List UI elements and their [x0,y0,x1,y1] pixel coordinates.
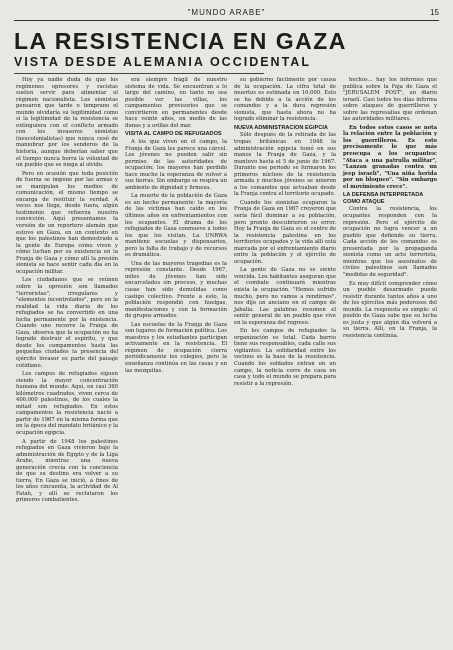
paragraph: Pero en ocasión que toda posición de fuerza se impone por las armas y se manipulan los medios de comunicación, el mismo tiempo se encarga de restituir la verdad. A veces nos llega, desde fuera, algún testimonio que refuerza nuestra convicción. Aquí presentamos la versión de un reportero alemán que estuvo en Gaza, en un contexto en que los palestinos han demostrado a la gente de Europa cómo viven y cómo luchan por su existencia en la Franja de Gaza y cómo allí la presión sionista se hace sentir cada día en la ocupación militar. [16,170,118,275]
column-3 [232,77,338,637]
paragraph: En los campos de refugiados la organización es total. Cada barrio tiene sus responsables, cada calle sus vigilantes. La solidaridad entre los vecinos es la base de la resistencia. Cuando los soldados entran en un campo, la noticia corre de casa en casa y todo el mundo se prepara para resistir a la represión. [234,328,336,387]
paragraph: hechos... hay los informes que publica sobre la Faja de Gaza el "JERUSALEM POST", un diario israelí. Casi todos los días informa sobre ataques de guerrilleros y sobre las represalias que ordenan las autoridades militares. [343,77,437,123]
column-1 [14,77,120,637]
running-head [14,8,439,21]
article-headline: LA RESISTENCIA EN GAZA [14,28,347,54]
paragraph: En todos estos casos se nota la relación entre la población y los guerrilleros. Es esto precisamente lo que más preocupa a los ocupantes: "Ataca a una patrulla militar", "Lanzan granadas contra un jeep israelí", "Una niña herida por un bloqueo". "Sin embargo el movimiento crece". [343,124,437,190]
paragraph: su gobierno fácilmente por causa de la ocupación. La cifra total de muertos es estimada en 10.000. Esto se ha debido a la acción de los comandos y a la dura represión sionista, que hasta ahora no ha logrado eliminar la resistencia. [234,77,336,123]
page-number: 15 [430,8,439,17]
paragraph: A los que viven en el campo, la Franja de Gaza les parece una cárcel. Los jóvenes no pueden salir sin permiso de las autoridades de ocupación; los mayores han perdido hace mucho la esperanza de volver a sus tierras. Sin embargo se respira un ambiente de dignidad y firmeza. [125,138,228,191]
subhead-rule [14,73,264,74]
paragraph: Los ciudadanos que se reúnen sobre la opresión son llamados "terroristas", irregulares y "elementos incontrolados", pero en la realidad la vida diaria de los refugiados se ha convertido en una lucha permanente por la existencia. Cuando uno recorre la Franja de Gaza, observa que la ocupación no ha logrado destruir el espíritu, y que desde los campamentos hasta las pequeñas ciudades la presencia del ejército invasor es parte del paisaje cotidiano. [16,277,118,369]
paragraph: Las escuelas de la Franja de Gaza son lugares de formación política. Los maestros y los estudiantes participan activamente en la resistencia. El régimen de ocupación cierra periódicamente los colegios, pero la enseñanza continúa en las casas y en las mezquitas. [125,321,227,374]
paragraph: Hoy ya nadie duda de que los regímenes opresores y racistas suelen servir para alimentar el régimen nacionalista. Los sionistas pensaron que tarde o temprano el mundo olvidaría su legitimidad como si la legitimidad de la resistencia se extinguiera con el conflicto armado con los invasores sionistas (neocolonialistas) que nunca cesó de maniobrar por los senderos de la historia, aunque deberían saber que el tiempo nunca borra la voluntad de un pueblo que se niega al olvido. [16,77,118,169]
section-heading: NUEVA ADMINISTRACION EGIPCIA [234,124,328,131]
article-subhead: VISTA DESDE ALEMANIA OCCIDENTAL [14,55,311,69]
section-heading: LA DEFENSA INTERPRETADA COMO ATAQUE [343,192,424,205]
column-2 [123,77,229,637]
paragraph: Sólo después de la retirada de las tropas británicas en 1948 la administración egipcia tomó en sus manos la Franja de Gaza, y la mantuvo hasta el 5 de junio de 1967. Durante ese periodo se formaron los primeros núcleos de la resistencia armada y muchos jóvenes se unieron a los comandos que actuaban desde la Franja contra el territorio ocupado. [234,132,336,198]
section-heading: VISITA AL CAMPO DE REFUGIADOS [125,131,222,138]
paragraph: Los campos de refugiados siguen siendo la mayor concentración humana del mundo. Aquí, en casi 360 kilómetros cuadrados, viven cerca de 400.000 palestinos, de los cuales la mitad son refugiados. En estos campamentos la resistencia nació a partir de 1967 en la misma forma que en la época del mandato británico y la ocupación egipcia. [16,371,118,436]
running-title: "MUNDO ARABE" [187,8,266,17]
paragraph: Contra la resistencia, los ocupantes responden con la represión. Pero el ejército de ocupación no logra vencer a un pueblo que defiende su tierra. Cada acción de los comandos es presentada por la propaganda sionista como un acto terrorista, mientras que los asesinatos de civiles palestinos son llamados "medidas de seguridad". [343,206,437,278]
paragraph: era siempre frágil de nuestro sistema de vida. Se encuentran a lo largo del camino, en tanto no sea posible ver las villas, los campamentos provisorios que se convirtieron en permanentes desde hace veinte años, en medio de las dunas y a orillas del mar. [125,77,227,129]
paragraph: La gente de Gaza no se siente vencida. Los habitantes aseguran que el combate continuará mientras exista la ocupación. "Hemos sufrido mucho, pero no vamos a rendirnos", nos dijo un anciano en el campo de Jabalia. Las palabras resumen el sentir general de un pueblo que vive en la esperanza del regreso. [234,267,336,326]
paragraph: Cuando los sionistas ocuparon la Franja de Gaza en 1967 creyeron que sería fácil dominar a su población, pero pronto descubrieron su error. Hoy la Franja de Gaza es el centro de la resistencia palestina en los territorios ocupados y la vida allí está marcada por el enfrentamiento diario entre la población y el ejército de ocupación. [234,199,336,265]
article-body [14,77,439,637]
paragraph: Es muy difícil comprender cómo un pueblo desarmado puede resistir durante tantos años a uno de los ejércitos más poderosos del mundo. La respuesta es simple: el pueblo de Gaza sabe que su lucha es justa y que algún día volverá a su tierra. Allí, en la Franja, la resistencia continúa. [343,280,437,339]
paragraph: A partir de 1948 los palestinos refugiados en Gaza vivieron bajo la administración de Egipto y de la Liga Árabe, mientras una nueva generación crecía con la conciencia de que su destino era volver a su tierra. En Gaza se inició, a fines de los años cincuenta, la actividad de Al Fatah, y allí se reclutaron los primeros combatientes. [16,438,118,504]
paragraph: La muerte de la población de Gaza es un hecho permanente: la mayoría de las víctimas han caído en los últimos años en enfrentamientos con los ocupantes. El drama de los refugiados de Gaza conmueve a todos los que los visitan. La UNRWA mantiene escuelas y dispensarios, pero la falta de trabajo y de recursos es dramática. [125,193,227,259]
column-4 [341,77,439,637]
paragraph: Una de las mayores tragedias es la represión constante. Desde 1967, miles de jóvenes han sido encarcelados sin proceso, y muchas casas han sido demolidas como castigo colectivo. Frente a esto, la población respondió con huelgas, manifestaciones y con la formación de grupos armados. [125,260,227,320]
